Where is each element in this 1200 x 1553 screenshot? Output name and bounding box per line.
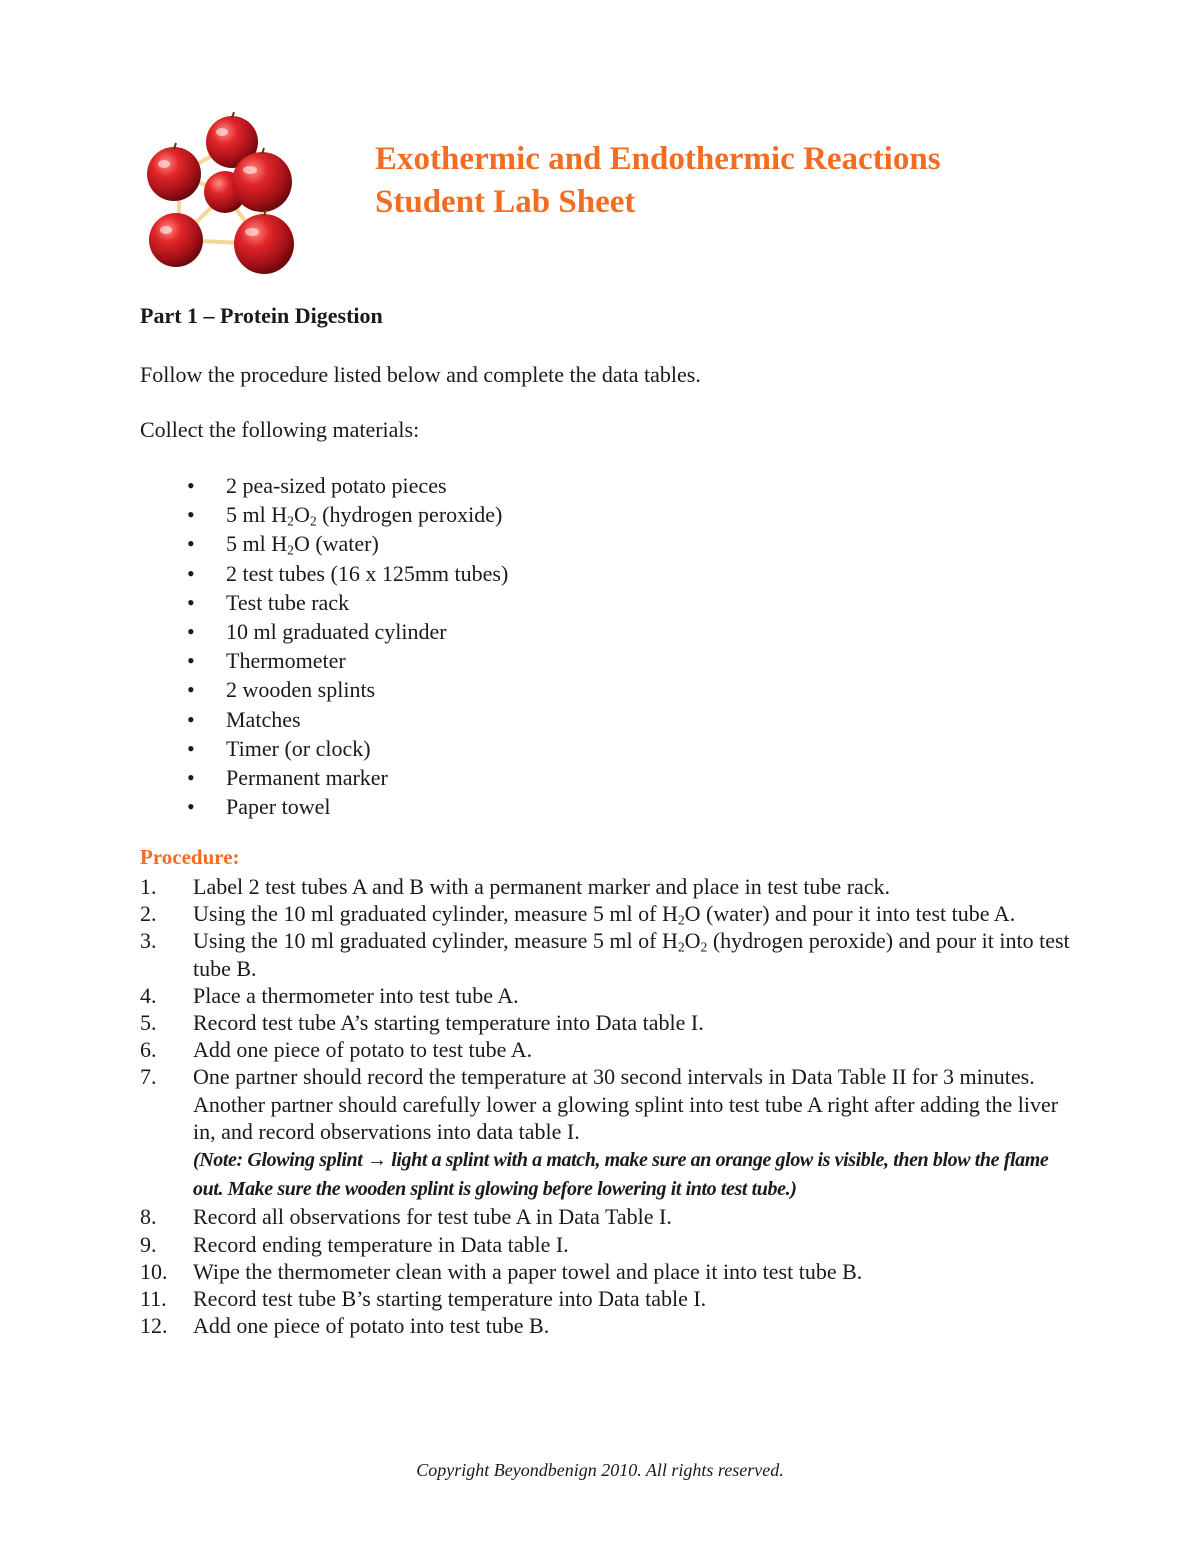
bullet-icon: • xyxy=(187,589,195,615)
procedure-step xyxy=(140,873,1070,900)
procedure-step xyxy=(140,1231,1070,1258)
material-item xyxy=(140,646,508,675)
procedure-step xyxy=(140,1063,1070,1203)
procedure-step xyxy=(140,927,1070,981)
procedure-step xyxy=(140,1258,1070,1285)
material-text: 2 test tubes (16 x 125mm tubes) xyxy=(226,560,509,586)
step-number: 6. xyxy=(140,1037,157,1063)
bullet-icon: • xyxy=(187,531,195,557)
procedure-step xyxy=(140,1312,1070,1339)
material-item xyxy=(140,471,508,500)
step-text: Record test tube A’s starting temperature into Data table I. xyxy=(193,1010,704,1036)
step-text: Wipe the thermometer clean with a paper towel and place it into test tube B. xyxy=(193,1258,863,1284)
bullet-icon: • xyxy=(187,735,195,761)
step-number: 3. xyxy=(140,928,157,954)
material-text: 5 ml $H_2O_2$ (hydrogen peroxide) xyxy=(226,502,503,529)
material-text: 2 wooden splints xyxy=(226,677,376,703)
procedure-step xyxy=(140,1203,1070,1230)
step-number: 10. xyxy=(140,1258,168,1284)
material-item xyxy=(140,792,508,821)
material-text: 5 ml $H_2O$ (water) xyxy=(226,531,379,558)
step-number: 11. xyxy=(140,1286,167,1312)
bullet-icon: • xyxy=(187,618,195,644)
procedure-step xyxy=(140,1036,1070,1063)
bullet-icon: • xyxy=(187,764,195,790)
step-number: 7. xyxy=(140,1064,157,1090)
bullet-icon: • xyxy=(187,560,195,586)
procedure-steps xyxy=(140,873,1070,1339)
step-number: 2. xyxy=(140,901,157,927)
material-text: Thermometer xyxy=(226,648,346,674)
bullet-icon: • xyxy=(187,473,195,498)
step-number: 8. xyxy=(140,1204,157,1230)
step-number: 5. xyxy=(140,1010,157,1036)
apple-molecule-icon xyxy=(140,112,298,277)
bullet-icon: • xyxy=(187,648,195,674)
material-text: Paper towel xyxy=(226,794,331,820)
part-1-heading: Part 1 – Protein Digestion xyxy=(140,303,383,328)
procedure-step xyxy=(140,982,1070,1009)
step-text: One partner should record the temperature at 30 second intervals in Data Table II for 3 minutes. Another partner should carefully lower a glowing splint into test tube A right after adding the liver in, and record observations into data table I. xyxy=(193,1064,1059,1144)
procedure-step xyxy=(140,900,1070,927)
title-line-1: Exothermic and Endothermic Reactions xyxy=(375,141,941,177)
material-item xyxy=(140,529,508,558)
collect-materials-text: Collect the following materials: xyxy=(140,417,420,442)
bullet-icon: • xyxy=(187,502,195,528)
step-text: Using the 10 ml graduated cylinder, measure 5 ml of $H_2O$ (water) and pour it into test tube A. xyxy=(193,901,1016,928)
step-number: 9. xyxy=(140,1231,157,1257)
procedure-step xyxy=(140,1009,1070,1036)
step-number: 12. xyxy=(140,1313,168,1339)
procedure-step xyxy=(140,1285,1070,1312)
material-text: Permanent marker xyxy=(226,764,388,790)
material-text: 10 ml graduated cylinder xyxy=(226,618,447,644)
material-item xyxy=(140,617,508,646)
step-text: Record ending temperature in Data table I. xyxy=(193,1231,569,1257)
materials-list xyxy=(140,471,508,821)
step-text: Record all observations for test tube A in Data Table I. xyxy=(193,1204,672,1230)
material-text: 2 pea-sized potato pieces xyxy=(226,473,447,498)
step-text: Using the 10 ml graduated cylinder, measure 5 ml of $H_2O_2$ (hydrogen peroxide) and pour it into test tube B. xyxy=(193,928,1070,981)
step-text: Place a thermometer into test tube A. xyxy=(193,982,519,1008)
bullet-icon: • xyxy=(187,794,195,820)
document-title xyxy=(375,138,941,224)
step-text: Add one piece of potato into test tube B. xyxy=(193,1313,550,1339)
material-item xyxy=(140,559,508,588)
step-number: 4. xyxy=(140,982,157,1008)
copyright-footer: Copyright Beyondbenign 2010. All rights reserved. xyxy=(416,1460,784,1480)
title-line-2: Student Lab Sheet xyxy=(375,184,636,220)
material-item xyxy=(140,675,508,704)
material-item xyxy=(140,588,508,617)
intro-text: Follow the procedure listed below and complete the data tables. xyxy=(140,362,701,387)
material-text: Matches xyxy=(226,706,301,732)
material-item xyxy=(140,763,508,792)
step-text: Record test tube B’s starting temperature into Data table I. xyxy=(193,1286,707,1312)
material-item xyxy=(140,500,508,529)
material-item xyxy=(140,734,508,763)
material-text: Test tube rack xyxy=(226,589,350,615)
procedure-heading: Procedure: xyxy=(140,845,240,869)
material-text: Timer (or clock) xyxy=(226,735,371,761)
bullet-icon: • xyxy=(187,706,195,732)
material-item xyxy=(140,705,508,734)
step-text: Add one piece of potato to test tube A. xyxy=(193,1037,533,1063)
step-note: (Note: Glowing splint → light a splint with a match, make sure an orange glow is visible, then blow the flame out. Make sure the wooden splint is glowing before lowering it into test tube.) xyxy=(193,1149,1049,1201)
step-text: Label 2 test tubes A and B with a permanent marker and place in test tube rack. xyxy=(193,874,891,899)
bullet-icon: • xyxy=(187,677,195,703)
step-number: 1. xyxy=(140,874,157,899)
